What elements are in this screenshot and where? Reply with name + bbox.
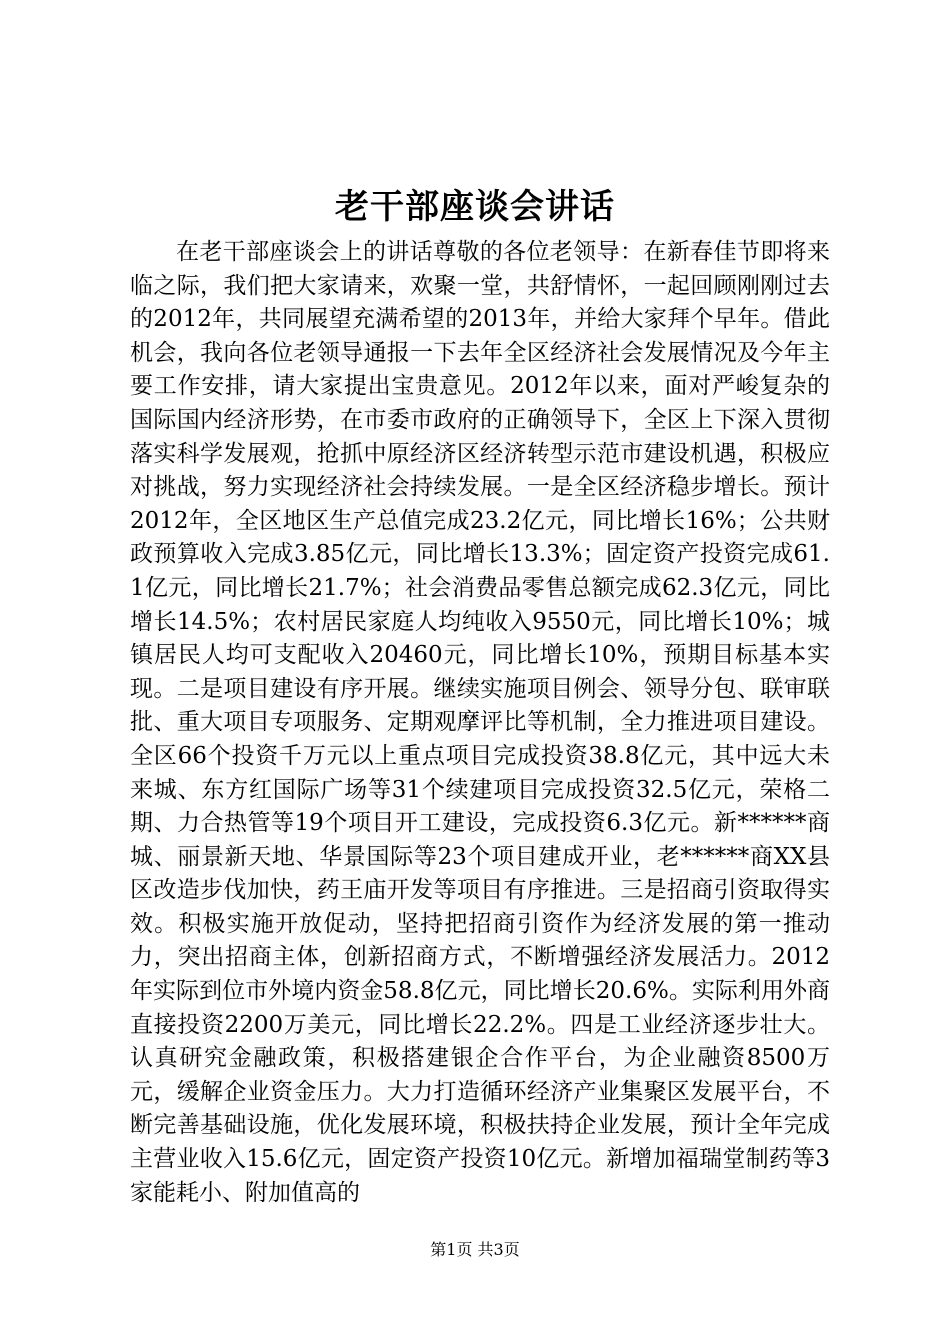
document-body-paragraph: 在老干部座谈会上的讲话尊敬的各位老领导：在新春佳节即将来临之际，我们把大家请来，欢聚一堂，共舒情怀，一起回顾刚刚过去的2012年，共同展望充满希望的2013年，并给大家拜个早年。借此机会，我向各位老领导通报一下去年全区经济社会发展情况及今年主要工作安排，请大家提出宝贵意见。2012年以来，面对严峻复杂的国际国内经济形势，在市委市政府的正确领导下，全区上下深入贯彻落实科学发展观，抢抓中原经济区经济转型示范市建设机遇，积极应对挑战，努力实现经济社会持续发展。一是全区经济稳步增长。预计2012年，全区地区生产总值完成23.2亿元，同比增长16%；公共财政预算收入完成3.85亿元，同比增长13.3%；固定资产投资完成61.1亿元，同比增长21.7%；社会消费品零售总额完成62.3亿元，同比增长14.5%；农村居民家庭人均纯收入9550元，同比增长10%；城镇居民人均可支配收入20460元，同比增长10%，预期目标基本实现。二是项目建设有序开展。继续实施项目例会、领导分包、联审联批、重大项目专项服务、定期观摩评比等机制，全力推进项目建设。全区66个投资千万元以上重点项目完成投资38.8亿元，其中远大未来城、东方红国际广场等31个续建项目完成投资32.5亿元，荣格二期、力合热管等19个项目开工建设，完成投资6.3亿元。新******商城、丽景新天地、华景国际等23个项目建成开业，老******商XX县区改造步伐加快，药王庙开发等项目有序推进。三是招商引资取得实效。积极实施开放促动，坚持把招商引资作为经济发展的第一推动力，突出招商主体，创新招商方式，不断增强经济发展活力。2012年实际到位市外境内资金58.8亿元，同比增长20.6%。实际利用外商直接投资2200万美元，同比增长22.2%。四是工业经济逐步壮大。认真研究金融政策，积极搭建银企合作平台，为企业融资8500万元，缓解企业资金压力。大力打造循环经济产业集聚区发展平台，不断完善基础设施，优化发展环境，积极扶持企业发展，预计全年完成主营业收入15.6亿元，固定资产投资10亿元。新增加福瑞堂制药等3家能耗小、附加值高的 — [130, 239, 830, 1206]
document-title: 老干部座谈会讲话 — [335, 187, 615, 227]
page-indicator: 第1页 共3页 — [430, 1240, 520, 1259]
